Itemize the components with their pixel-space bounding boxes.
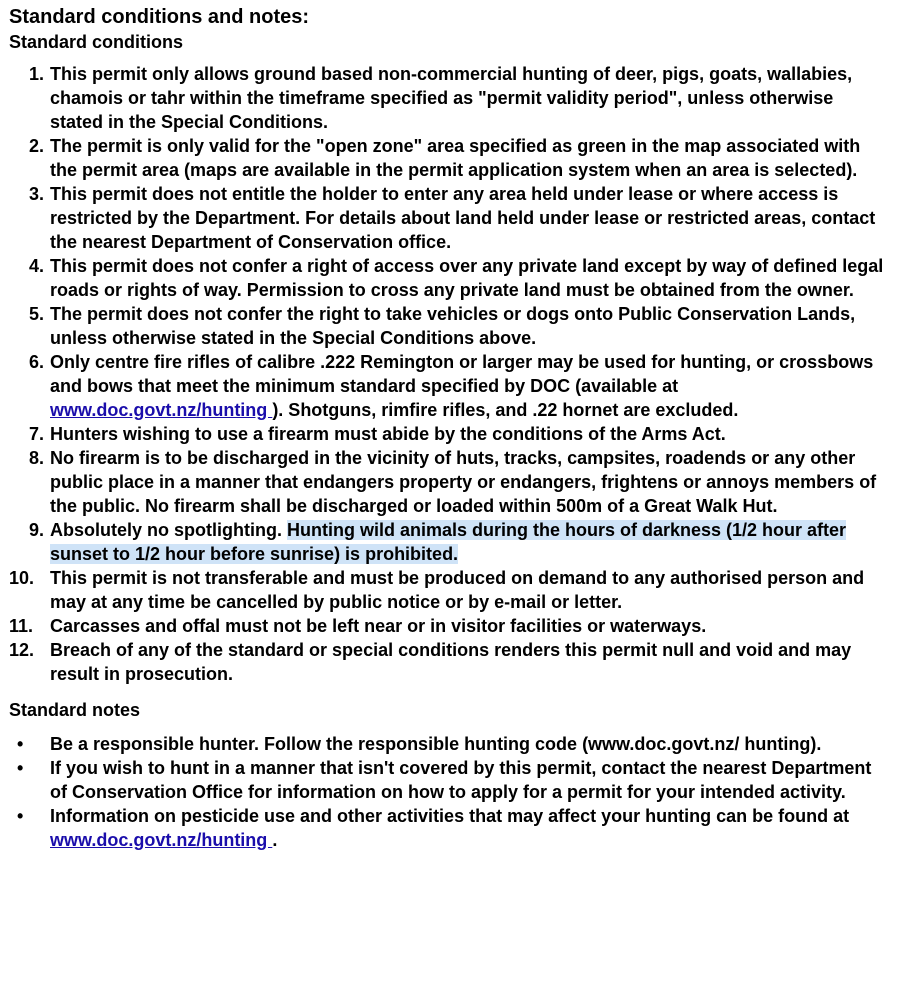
conditions-list	[9, 62, 907, 686]
bullet-icon: •	[17, 758, 24, 778]
condition-text: This permit does not confer a right of access over any private land except by way of defined legal roads or rights of way. Permission to cross any private land must be obtained from the owner.	[50, 256, 884, 300]
note-text: Be a responsible hunter. Follow the responsible hunting code (www.doc.govt.nz/ hunting).	[50, 734, 822, 754]
condition-text-after: ). Shotguns, rimfire rifles, and .22 hornet are excluded.	[272, 400, 739, 420]
note-item-1	[9, 732, 890, 756]
condition-item-2	[9, 134, 890, 182]
condition-number: 5.	[28, 304, 44, 324]
condition-text: This permit is not transferable and must be produced on demand to any authorised person and may at any time be cancelled by public notice or by e-mail or letter.	[50, 568, 865, 612]
condition-text: This permit only allows ground based non-commercial hunting of deer, pigs, goats, wallabies, chamois or tahr within the timeframe specified as "permit validity period", unless otherwise stated in the Special Conditions.	[50, 64, 853, 132]
notes-list	[9, 732, 907, 852]
conditions-heading: Standard conditions	[9, 32, 184, 52]
condition-item-12	[9, 638, 890, 686]
condition-text: This permit does not entitle the holder to enter any area held under lease or where access is restricted by the Department. For details about land held under lease or restricted areas, contact the nearest Department of Conservation office.	[50, 184, 876, 252]
note-text-before: Information on pesticide use and other activities that may affect your hunting can be found at	[50, 806, 850, 826]
bullet-icon: •	[17, 734, 24, 754]
note-text-after: .	[272, 830, 278, 850]
note-item-3	[9, 804, 890, 852]
condition-text: No firearm is to be discharged in the vicinity of huts, tracks, campsites, roadends or any other public place in a manner that endangers property or endangers, frightens or annoys members of the public. No firearm shall be discharged or loaded within 500m of a Great Walk Hut.	[50, 448, 877, 516]
selected-text-highlight[interactable]: Hunting wild animals during the hours of darkness (1/2 hour after sunset to 1/2 hour before sunrise) is prohibited.	[50, 520, 847, 564]
condition-text-before: Only centre fire rifles of calibre .222 Remington or larger may be used for hunting, or crossbows and bows that meet the minimum standard specified by DOC (available at	[50, 352, 874, 396]
condition-number: 3.	[28, 184, 44, 204]
condition-text: Breach of any of the standard or special conditions renders this permit null and void and may result in prosecution.	[50, 640, 852, 684]
note-item-2	[9, 756, 890, 804]
condition-item-3	[9, 182, 890, 254]
condition-item-1	[9, 62, 890, 134]
condition-item-4	[9, 254, 890, 302]
condition-item-10	[9, 566, 890, 614]
condition-number: 10.	[9, 568, 35, 588]
condition-number: 8.	[28, 448, 44, 468]
condition-number: 1.	[28, 64, 44, 84]
hunting-link[interactable]: www.doc.govt.nz/hunting	[50, 400, 273, 420]
condition-text: Carcasses and offal must not be left near or in visitor facilities or waterways.	[50, 616, 707, 636]
note-text: If you wish to hunt in a manner that isn't covered by this permit, contact the nearest Department of Conservation Office for information on how to apply for a permit for your intended activity.	[50, 758, 872, 802]
condition-number: 6.	[28, 352, 44, 372]
condition-text: The permit is only valid for the "open zone" area specified as green in the map associated with the permit area (maps are available in the permit application system when an area is selected).	[50, 136, 861, 180]
condition-text: The permit does not confer the right to take vehicles or dogs onto Public Conservation Lands, unless otherwise stated in the Special Conditions above.	[50, 304, 856, 348]
condition-number: 2.	[28, 136, 44, 156]
condition-item-5	[9, 302, 890, 350]
condition-number: 7.	[28, 424, 44, 444]
condition-number: 11.	[9, 616, 34, 636]
notes-heading: Standard notes	[9, 700, 141, 720]
condition-number: 12.	[9, 640, 35, 660]
condition-number: 9.	[28, 520, 44, 540]
page-title: Standard conditions and notes:	[9, 6, 310, 28]
condition-text: Hunters wishing to use a firearm must abide by the conditions of the Arms Act.	[50, 424, 726, 444]
condition-item-6	[9, 350, 890, 422]
condition-item-11	[9, 614, 890, 638]
condition-number: 4.	[28, 256, 44, 276]
condition-item-8	[9, 446, 890, 518]
condition-item-7	[9, 422, 890, 446]
hunting-link[interactable]: www.doc.govt.nz/hunting	[50, 830, 273, 850]
condition-text-before: Absolutely no spotlighting.	[50, 520, 287, 540]
bullet-icon: •	[17, 806, 24, 826]
condition-item-9	[9, 518, 890, 566]
